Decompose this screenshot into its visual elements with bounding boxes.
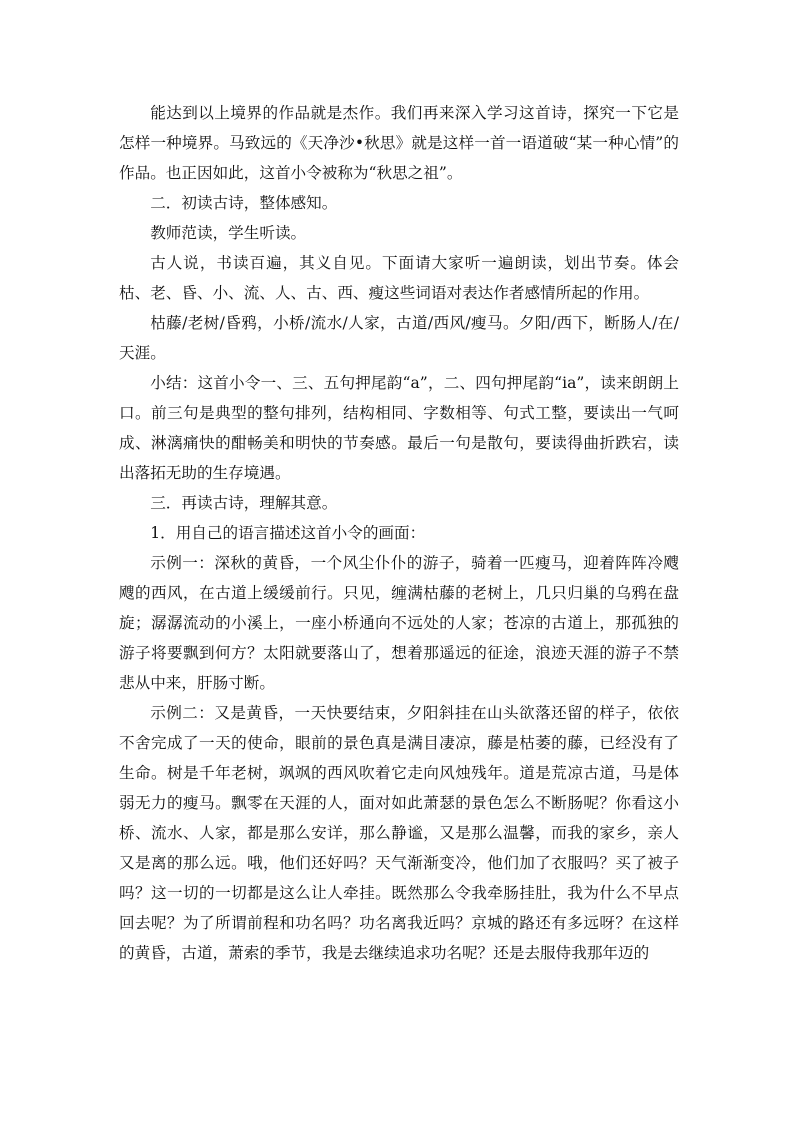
section-heading-second-reading: 三．再读古诗，理解其意。 bbox=[150, 494, 338, 512]
section-heading-first-reading: 二．初读古诗，整体感知。 bbox=[150, 194, 338, 212]
paragraph-summary: 小结：这首小令一、三、五句押尾韵“a”，二、四句押尾韵“ia”，读来朗朗上口。前三句是典型的整句排列，结构相同、字数相等、句式工整，要读出一气呵成、淋漓痛快的酣畅美和明快的节奏感。最后一句是散句，要读得曲折跌宕，读出落拓无助的生存境遇。 bbox=[119, 374, 679, 482]
paragraph-example-two: 示例二：又是黄昏，一天快要结束，夕阳斜挂在山头欲落还留的样子，依依不舍完成了一天的使命，眼前的景色真是满目凄凉，藤是枯萎的藤，已经没有了生命。树是千年老树，飒飒的西风吹着它走向风烛残年。道是荒凉古道，马是体弱无力的瘦马。飘零在天涯的人，面对如此萧瑟的景色怎么不断肠呢？你看这小桥、流水、人家，都是那么安详，那么静谧，又是那么温馨，而我的家乡，亲人又是离的那么远。哦，他们还好吗？天气渐渐变冷，他们加了衣服吗？买了被子吗？这一切的一切都是这么让人牵挂。既然那么令我牵肠挂肚，我为什么不早点回去呢？为了所谓前程和功名吗？功名离我近吗？京城的路还有多远呀？在这样的黄昏，古道，萧索的季节，我是去继续追求功名呢？还是去服侍我那年迈的 bbox=[119, 704, 679, 962]
paragraph-reading-instruction: 古人说，书读百遍，其义自见。下面请大家听一遍朗读，划出节奏。体会枯、老、昏、小、流、人、古、西、瘦这些词语对表达作者感情所起的作用。 bbox=[119, 254, 679, 302]
paragraph-teacher-reading: 教师范读，学生听读。 bbox=[150, 224, 307, 242]
paragraph-rhythm-marking: 枯藤/老树/昏鸦，小桥/流水/人家，古道/西风/瘦马。夕阳/西下，断肠人/在/天涯。 bbox=[119, 314, 679, 362]
document-body bbox=[119, 98, 679, 968]
paragraph-task-describe: 1．用自己的语言描述这首小令的画面： bbox=[150, 524, 426, 542]
paragraph-intro: 能达到以上境界的作品就是杰作。我们再来深入学习这首诗，探究一下它是怎样一种境界。马致远的《天净沙•秋思》就是这样一首一语道破“某一种心情”的作品。也正因如此，这首小令被称为“秋思之祖”。 bbox=[119, 104, 679, 182]
paragraph-example-one: 示例一：深秋的黄昏，一个风尘仆仆的游子，骑着一匹瘦马，迎着阵阵冷飕飕的西风，在古道上缓缓前行。只见，缠满枯藤的老树上，几只归巢的乌鸦在盘旋；潺潺流动的小溪上，一座小桥通向不远处的人家；苍凉的古道上，那孤独的游子将要飘到何方？太阳就要落山了，想着那遥远的征途，浪迹天涯的游子不禁悲从中来，肝肠寸断。 bbox=[119, 554, 679, 692]
